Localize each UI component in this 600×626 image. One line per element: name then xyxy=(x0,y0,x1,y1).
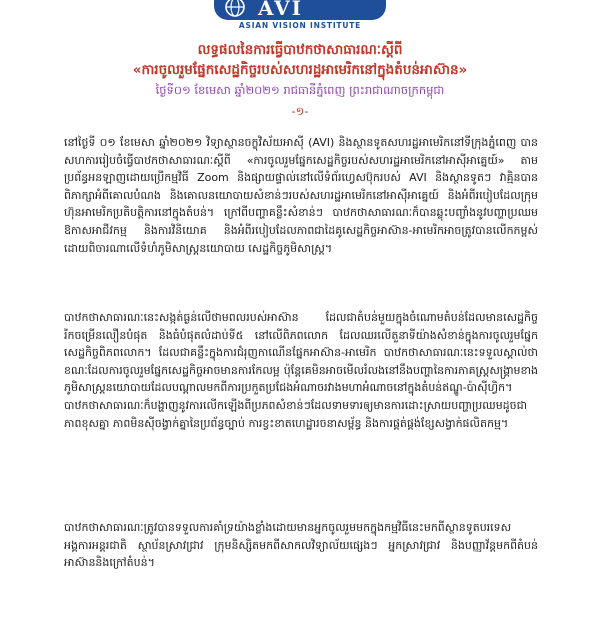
globe-icon xyxy=(222,0,248,18)
document-title: លទ្ធផលនៃការធ្វើបាឋកថាសាធារណៈស្តីពី xyxy=(197,42,403,58)
logo xyxy=(0,0,600,32)
date-line: ថ្ងៃទី០១ ខែមេសា ឆ្នាំ២០២១ រាជធានីភ្នំពេញ ព្រះរាជាណាចក្រកម្ពុជា xyxy=(155,83,445,97)
logo-tagline: ASIAN VISION INSTITUTE xyxy=(238,21,362,30)
paragraph-2: បាឋកថាសាធារណៈនេះសង្កត់ធ្ងន់លើថាមពលរបស់អាស៊ាន ដែលជាតំបន់មួយក្នុងចំណោមតំបន់ដែលមានសេដ្ឋកិច្ចរីកចម្រើនលឿនបំផុត និងធំបំផុតលំដាប់ទី៥ នៅលើពិភពលោក ដែលឈរលើតួនាទីយ៉ាងសំខាន់ក្នុងការចូលរួមផ្នែកសេដ្ឋកិច្ចពិភពលោក។ ដែលជាគន្លឹះក្នុងការជំរុញកាណើនផ្នែកអាស៊ាន-អាមេរិក បាឋកថាសាធារណៈនេះទទួលស្គាល់ថា ខណៈដែលការចូលរួមផ្នែកសេដ្ឋកិច្ចអាចមានការកែលម្អ ប៉ុន្តែគេមិនអាចមើលរំលងនៅនឹងបញ្ហានៃការភាគស្ត្រសង្គ្រាមខាងភូមិសាស្ត្រនយោបាយដែលបណ្តាលមកពីការប្រកួតប្រជែងអំណាចរវាងមហាអំណាចនៅក្នុងតំបន់ឥណ្ឌូ-ប៉ាស៊ីហ្វិក។ បាឋកថាសាធារណៈក៏បង្ហាញនូវការលើកឡើងពីប្រភពសំខាន់ៗដែលទាមទារឲ្យមានការដោះស្រាយបញ្ហាប្រឈមដូចជា ភាពខុសគ្នា ភាពមិនស៊ីចង្វាក់គ្នានៃប្រព័ន្ធច្បាប់ ការខ្វះខាតហេដ្ឋារចនាសម្ព័ន្ធ និងការផ្គត់ផ្គង់ខ្សែសង្វាក់ផលិតកម្ម។ xyxy=(64,311,538,430)
document-header xyxy=(0,40,600,122)
paragraph-1: នៅថ្ងៃទី ០១ ខែមេសា ឆ្នាំ២០២១ វិទ្យាស្ថានចក្ខុវិស័យអាស៊ី (AVI) និងស្ថានទូតសហរដ្ឋអាមេរិកនៅទីក្រុងភ្នំពេញ បានសហការរៀបចំធ្វើបាឋកថាសាធារណៈស្តីពី «ការចូលរួមផ្នែកសេដ្ឋកិច្ចរបស់សហរដ្ឋអាមេរិកនៅអាស៊ីអាគ្នេយ៍» តាមប្រព័ន្ធអនឡាញដោយប្រើកម្មវិធី Zoom និងផ្សាយផ្ទាល់នៅលើទំព័រហ្វេសប៊ុករបស់ AVI និងស្ថានទូតៗ វាគ្មិនបានពិភាក្សាអំពីគោលបំណង និងគោលនយោបាយសំខាន់ៗរបស់សហរដ្ឋអាមេរិកនៅអាស៊ីអាគ្នេយ៍ និងអំពីរបៀបដែលក្រុមហ៊ុនអាមេរិកប្រតិបត្តិការនៅក្នុងតំបន់។ ក្រៅពីបញ្ហាគន្លឹះសំខាន់ៗ បាឋកថាសាធារណៈក៏បានឆ្លុះបញ្ចាំងនូវបញ្ហាប្រឈម ឱកាសអាជីវកម្ម និងការវិនិយោគ និងអំពីរបៀបដែលភាពជាដៃគូសេដ្ឋកិច្ចអាស៊ាន-អាមេរិកអាចត្រូវបានលើកកម្ពស់ ដោយពិចារណាលើទំហំភូមិសាស្ត្រនយោបាយ សេដ្ឋកិច្ចភូមិសាស្ត្រ។ xyxy=(64,136,538,255)
paragraph-3: បាឋកថាសាធារណៈត្រូវបានទទួលការគាំទ្រយ៉ាងខ្លាំងដោយមានអ្នកចូលរួមមកក្នុងកម្មវិធីនេះមកពីស្ថានទូតបរទេស អង្គការអន្តរជាតិ ស្ថាប័នស្រាវជ្រាវ ក្រុមនិស្សិតមកពីសាកលវិទ្យាល័យផ្សេងៗ អ្នកស្រាវជ្រាវ និងបញ្ញាវ័ន្តមកពីតំបន់អាស៊ាននិងក្រៅតំបន់។ xyxy=(64,521,538,570)
document-subtitle: «ការចូលរួមផ្នែកសេដ្ឋកិច្ចរបស់សហរដ្ឋអាមេរិកនៅក្នុងតំបន់អាស៊ាន» xyxy=(132,62,468,78)
page-number: -១- xyxy=(291,104,309,118)
logo-brand: AVI xyxy=(258,0,303,20)
document-body xyxy=(64,134,538,626)
